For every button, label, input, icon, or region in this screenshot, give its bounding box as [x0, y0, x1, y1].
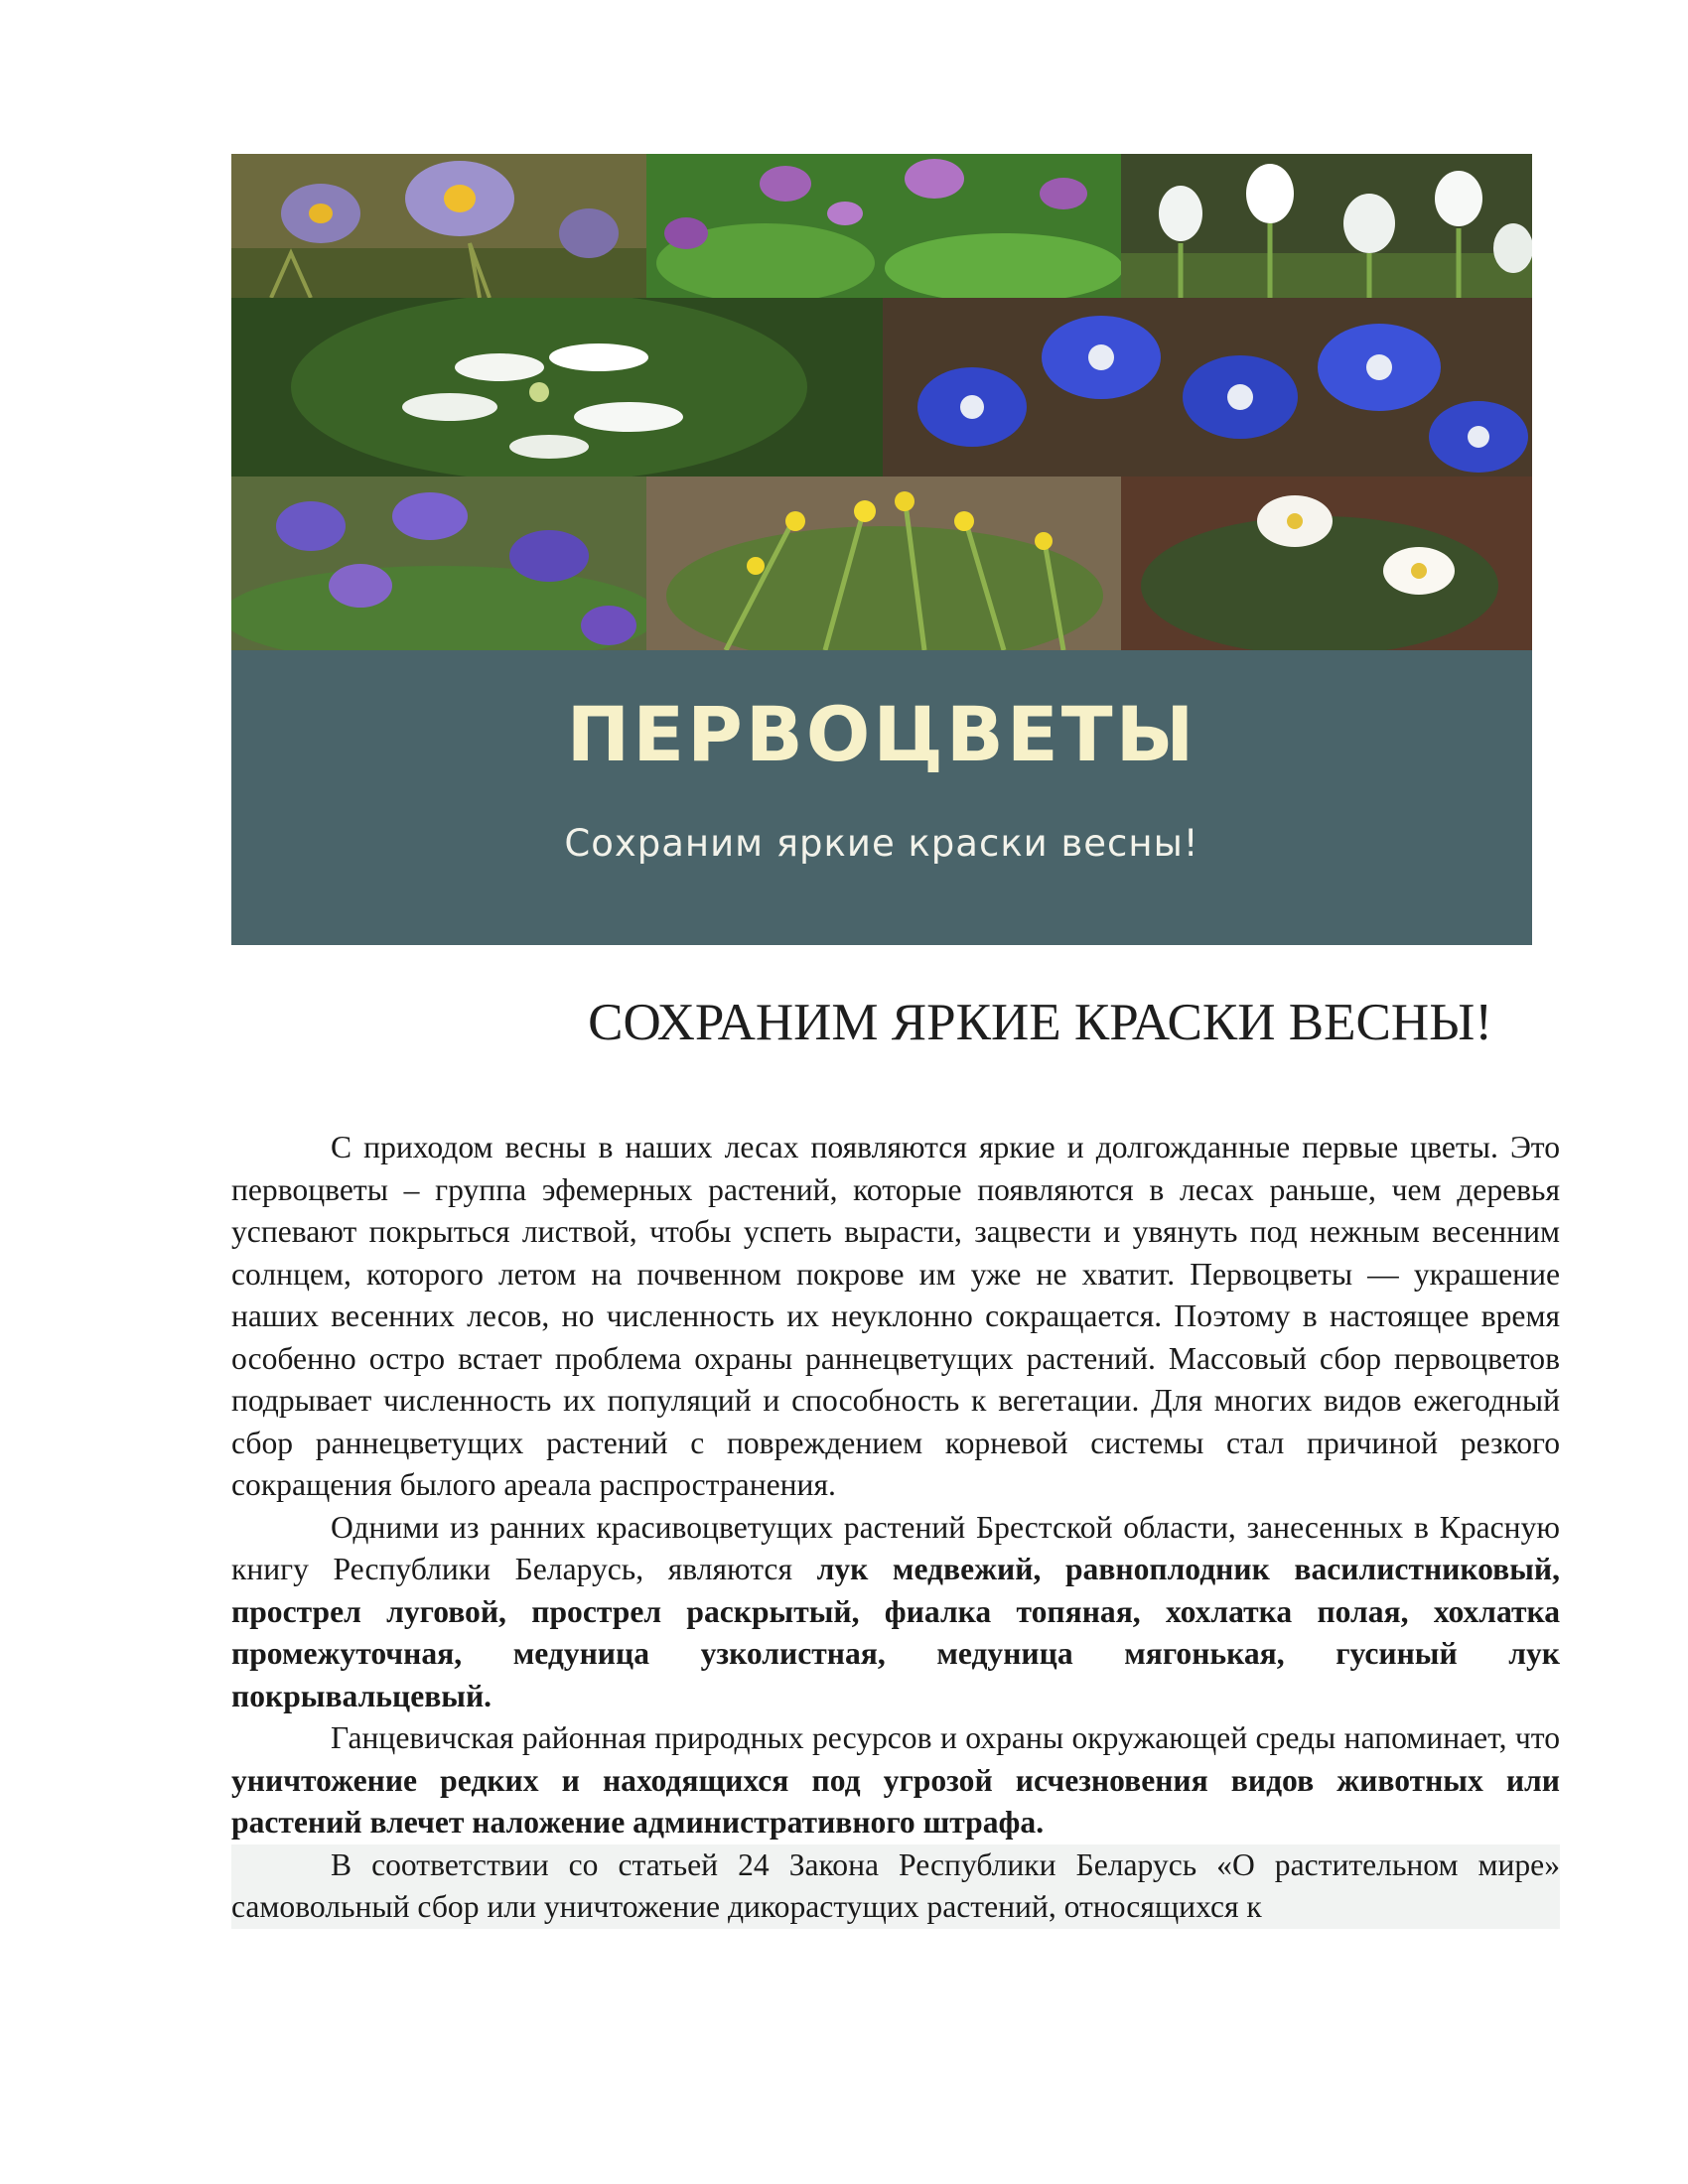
article-body — [231, 1127, 1560, 1929]
pasqueflower-photo — [231, 154, 646, 298]
paragraph-intro: С приходом весны в наших лесах появляются яркие и долгожданные первые цветы. Это первоцветы – группа эфемерных растений, которые появляются в лесах раньше, чем деревья успевают покрыться листвой, чтобы успеть вырасти, зацвести и увянуть под нежным весенним солнцем, которого летом на почвенном покрове им уже не хватит. Первоцветы — украшение наших весенних лесов, но численность их неуклонно сокращается. Поэтому в настоящее время особенно остро встает проблема охраны раннецветущих растений. Массовый сбор первоцветов подрывает численность их популяций и способность к вегетации. Для многих видов ежегодный сбор раннецветущих растений с повреждением корневой системы стал причиной резкого сокращения былого ареала распространения. — [231, 1130, 1560, 1502]
banner-title: ПЕРВОЦВЕТЫ — [566, 690, 1197, 778]
protected-species-list: лук медвежий, равноплодник василистниковый, прострел луговой, прострел раскрытый, фиалка топяная, хохлатка полая, хохлатка промежуточная, медуница узколистная, медуница мягонькая, гусиный лук покрывальцевый. — [231, 1552, 1560, 1713]
paragraph-law: В соответствии со статьей 24 Закона Республики Беларусь «О растительном мире» самовольный сбор или уничтожение дикорастущих растений, относящихся к — [231, 1844, 1560, 1929]
paragraph-warning — [231, 1717, 1560, 1844]
paragraph-warning-text: Ганцевичская районная природных ресурсов и охраны окружающей среды напоминает, что — [331, 1720, 1560, 1755]
paragraph-red-book-text: Одними из ранних красивоцветущих растений Брестской области, занесенных в Красную книгу Республики Беларусь, являются — [231, 1509, 1560, 1586]
hepatica-photo — [883, 298, 1532, 477]
paragraph-red-book — [231, 1507, 1560, 1718]
page-heading: СОХРАНИМ ЯРКИЕ КРАСКИ ВЕСНЫ! — [588, 994, 1492, 1051]
banner-subtitle: Сохраним яркие краски весны! — [564, 822, 1199, 865]
corydalis-photo — [646, 154, 1121, 298]
fine-warning: уничтожение редких и находящихся под угрозой исчезновения видов животных или растений влечет наложение административного штрафа. — [231, 1762, 1560, 1840]
banner — [231, 154, 1532, 945]
wild-garlic-photo — [231, 298, 883, 477]
gagea-photo — [646, 477, 1121, 650]
lungwort-photo — [231, 477, 646, 650]
snowdrop-photo — [1121, 154, 1532, 298]
wood-anemone-photo — [1121, 477, 1532, 650]
